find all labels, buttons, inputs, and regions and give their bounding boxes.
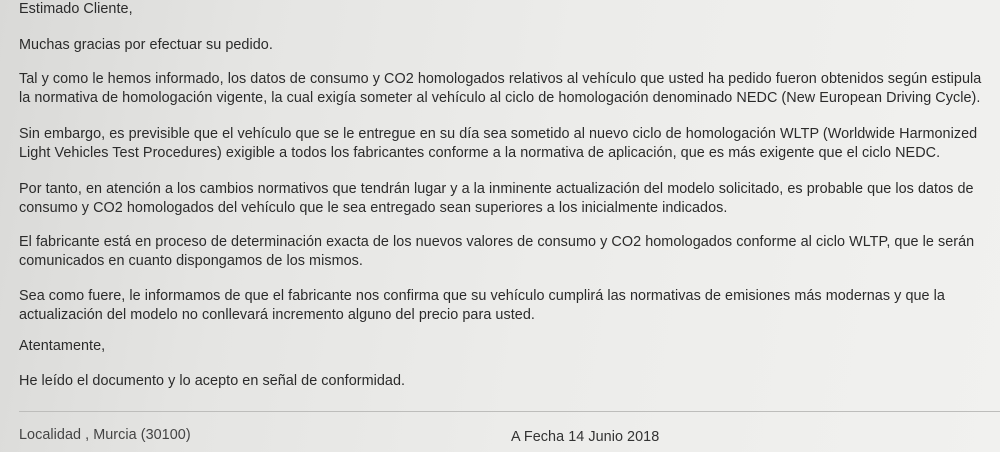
letter-closing: Atentamente,	[19, 338, 106, 354]
footer-location: Localidad , Murcia (30100)	[19, 427, 191, 443]
paragraph-emissions-confirmation	[19, 287, 992, 325]
footer-date: A Fecha 14 Junio 2018	[511, 429, 660, 445]
signature-divider	[19, 411, 1000, 412]
paragraph-line: Muchas gracias por efectuar su pedido.	[19, 37, 273, 53]
paragraph-wltp-info	[19, 125, 992, 163]
paragraph-line: El fabricante está en proceso de determinación exacta de los nuevos valores de consumo y CO2 homologados conforme al ciclo WLTP, que le serán	[19, 234, 975, 250]
paragraph-line: Por tanto, en atención a los cambios normativos que tendrán lugar y a la inminente actualización del modelo solicitado, es probable que los datos de	[19, 181, 974, 197]
agreement-statement: He leído el documento y lo acepto en señal de conformidad.	[19, 373, 406, 389]
paragraph-line: Sea como fuere, le informamos de que el fabricante nos confirma que su vehículo cumplirá las normativas de emisiones más modernas y que la	[19, 288, 945, 304]
paragraph-line: comunicados en cuanto dispongamos de los mismos.	[19, 253, 363, 269]
paragraph-line: la normativa de homologación vigente, la cual exigía someter al vehículo al ciclo de homologación denominado NEDC (New European Driving Cycle).	[19, 90, 981, 106]
paragraph-line: actualización del modelo no conllevará incremento alguno del precio para usted.	[19, 307, 535, 323]
paragraph-manufacturer-process	[19, 233, 992, 271]
paragraph-line: consumo y CO2 homologados del vehículo que le sea entregado sean superiores a los inicialmente indicados.	[19, 200, 728, 216]
paragraph-regulatory-changes	[19, 180, 992, 218]
paragraph-thanks	[19, 36, 992, 55]
paragraph-nedc-info	[19, 70, 992, 108]
letter-greeting: Estimado Cliente,	[19, 1, 133, 17]
paragraph-line: Sin embargo, es previsible que el vehículo que se le entregue en su día sea sometido al nuevo ciclo de homologación WLTP (Worldwide Harmonized	[19, 126, 978, 142]
paragraph-line: Tal y como le hemos informado, los datos de consumo y CO2 homologados relativos al vehículo que usted ha pedido fueron obtenidos según estipula	[19, 71, 982, 87]
paragraph-line: Light Vehicles Test Procedures) exigible a todos los fabricantes conforme a la normativa de aplicación, que es más exigente que el ciclo NEDC.	[19, 145, 941, 161]
